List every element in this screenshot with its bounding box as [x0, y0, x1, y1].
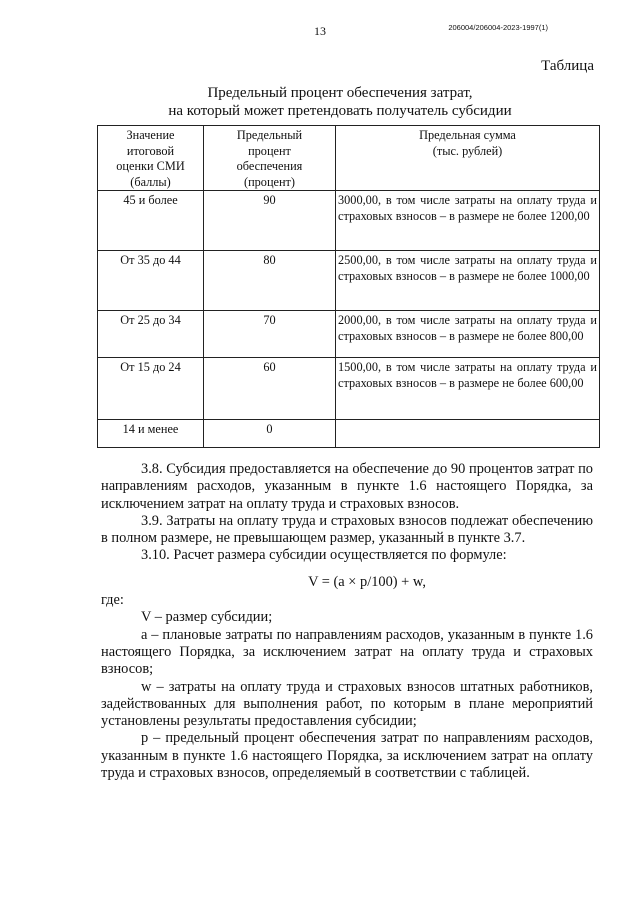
- table-label: Таблица: [541, 58, 594, 74]
- cell-percent: 70: [204, 311, 336, 358]
- document-code: 206004/206004-2023-1997(1): [448, 23, 548, 32]
- cell-percent: 60: [204, 358, 336, 420]
- paragraph-3-10: 3.10. Расчет размера субсидии осуществляется по формуле:: [141, 547, 507, 564]
- header-score: Значение итоговой оценки СМИ (баллы): [98, 126, 204, 191]
- cell-percent: 90: [204, 191, 336, 251]
- definition-w: w – затраты на оплату труда и страховых взносов штатных работников, задействованных для выполнения работ, по которым в плане мероприятий установлены результаты предоставления субсидии;: [101, 678, 593, 730]
- cell-percent: 80: [204, 251, 336, 311]
- subsidy-formula: V = (a × p/100) + w,: [308, 573, 426, 590]
- cell-sum: 1500,00, в том числе затраты на оплату труда и страховых взносов – в размере не более 600,00: [336, 358, 600, 420]
- document-body: [101, 461, 593, 782]
- cell-sum: [336, 420, 600, 448]
- subsidy-percent-table: [97, 125, 600, 448]
- cell-sum: 3000,00, в том числе затраты на оплату труда и страховых взносов – в размере не более 1200,00: [336, 191, 600, 251]
- table-row: [98, 358, 600, 420]
- table-row: [98, 420, 600, 448]
- definition-v: V – размер субсидии;: [141, 609, 273, 626]
- header-sum: Предельная сумма (тыс. рублей): [336, 126, 600, 191]
- table-header-row: [98, 126, 600, 191]
- page-number: 13: [314, 24, 326, 38]
- cell-sum: 2500,00, в том числе затраты на оплату труда и страховых взносов – в размере не более 1000,00: [336, 251, 600, 311]
- table-title: [0, 84, 640, 120]
- table-title-line-2: на который может претендовать получатель субсидии: [168, 103, 512, 119]
- cell-percent: 0: [204, 420, 336, 448]
- where-label: где:: [101, 592, 124, 609]
- paragraph-3-8: 3.8. Субсидия предоставляется на обеспечение до 90 процентов затрат по направлениям расходов, указанным в пункте 1.6 настоящего Порядка, за исключением затрат на оплату труда и страховых взносов.: [101, 461, 593, 512]
- paragraph-3-9: 3.9. Затраты на оплату труда и страховых взносов подлежат обеспечению в полном размере, не превышающем размер, указанный в пункте 3.7.: [101, 512, 593, 547]
- definition-p: p – предельный процент обеспечения затрат по направлениям расходов, указанным в пункте 1.6 настоящего Порядка, за исключением затрат на оплату труда и страховых взносов, определяемый в соответствии с таблицей.: [101, 730, 593, 782]
- cell-score: От 25 до 34: [98, 311, 204, 358]
- cell-sum: 2000,00, в том числе затраты на оплату труда и страховых взносов – в размере не более 800,00: [336, 311, 600, 358]
- table-title-line-1: Предельный процент обеспечения затрат,: [207, 85, 473, 101]
- cell-score: От 35 до 44: [98, 251, 204, 311]
- table-row: [98, 251, 600, 311]
- cell-score: От 15 до 24: [98, 358, 204, 420]
- table-row: [98, 311, 600, 358]
- table-row: [98, 191, 600, 251]
- definition-a: a – плановые затраты по направлениям расходов, указанным в пункте 1.6 настоящего Порядка, за исключением затрат на оплату труда и страховых взносов;: [101, 626, 593, 678]
- header-percent: Предельный процент обеспечения (процент): [204, 126, 336, 191]
- cell-score: 14 и менее: [98, 420, 204, 448]
- cell-score: 45 и более: [98, 191, 204, 251]
